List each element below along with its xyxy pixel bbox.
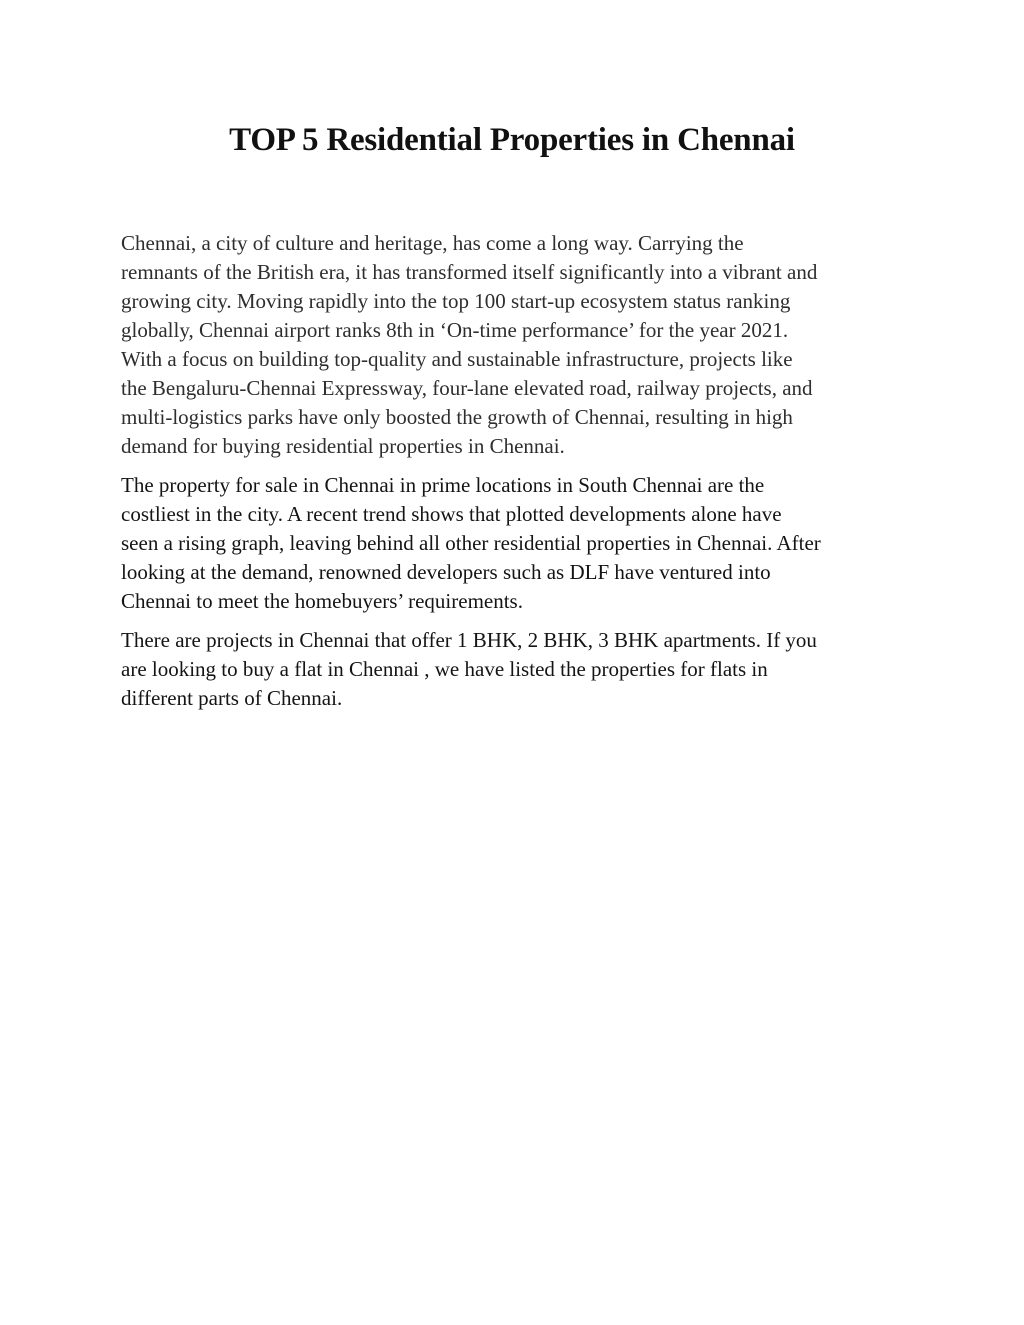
text-line: remnants of the British era, it has transformed itself significantly into a vibrant and bbox=[121, 260, 818, 284]
text-line: demand for buying residential properties in Chennai. bbox=[121, 434, 565, 458]
text-line: looking at the demand, renowned developers such as DLF have ventured into bbox=[121, 560, 771, 584]
text-line: Chennai to meet the homebuyers’ requirements. bbox=[121, 589, 523, 613]
paragraph-intro bbox=[121, 229, 911, 461]
text-line: costliest in the city. A recent trend shows that plotted developments alone have bbox=[121, 502, 782, 526]
text-line: seen a rising graph, leaving behind all other residential properties in Chennai. After bbox=[121, 531, 821, 555]
page-title: TOP 5 Residential Properties in Chennai bbox=[229, 122, 795, 158]
text-line: growing city. Moving rapidly into the top 100 start-up ecosystem status ranking bbox=[121, 289, 791, 313]
paragraph-property-sale bbox=[121, 471, 911, 616]
text-line: the Bengaluru-Chennai Expressway, four-lane elevated road, railway projects, and bbox=[121, 376, 813, 400]
text-line: There are projects in Chennai that offer 1 BHK, 2 BHK, 3 BHK apartments. If you bbox=[121, 628, 817, 652]
text-line: are looking to buy a flat in Chennai , we have listed the properties for flats in bbox=[121, 657, 768, 681]
text-line: different parts of Chennai. bbox=[121, 686, 343, 710]
text-line: multi-logistics parks have only boosted the growth of Chennai, resulting in high bbox=[121, 405, 793, 429]
paragraph-projects bbox=[121, 626, 911, 713]
body-text bbox=[121, 229, 911, 723]
text-line: With a focus on building top-quality and sustainable infrastructure, projects like bbox=[121, 347, 793, 371]
text-line: Chennai, a city of culture and heritage, has come a long way. Carrying the bbox=[121, 231, 744, 255]
text-line: The property for sale in Chennai in prime locations in South Chennai are the bbox=[121, 473, 765, 497]
text-line: globally, Chennai airport ranks 8th in ‘On-time performance’ for the year 2021. bbox=[121, 318, 789, 342]
